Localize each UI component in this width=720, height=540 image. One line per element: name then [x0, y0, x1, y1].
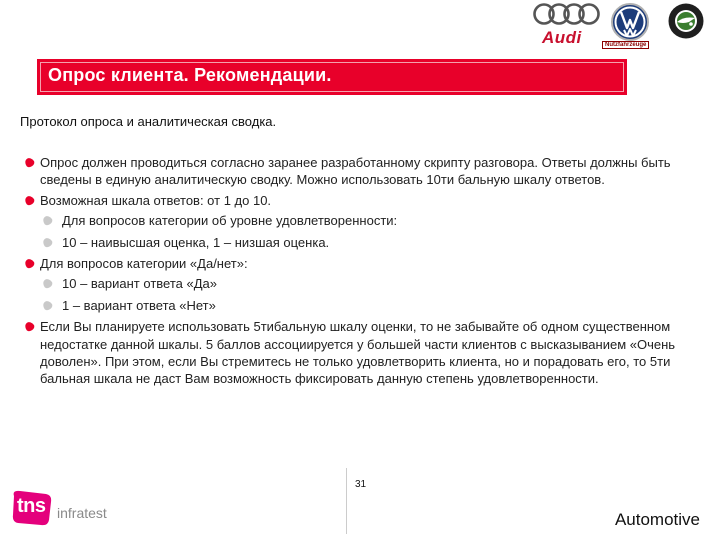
infratest-wordmark: infratest — [57, 505, 107, 521]
list-item-text: 10 – вариант ответа «Да» — [62, 276, 217, 292]
sub-list-item — [24, 297, 694, 314]
sub-list-item — [24, 275, 694, 292]
grey-bullet-icon — [41, 214, 54, 227]
audi-logo — [532, 2, 602, 48]
audi-rings-icon — [532, 2, 602, 28]
skoda-logo-icon — [667, 2, 705, 40]
red-bullet-icon — [23, 156, 36, 169]
list-item-text: 1 – вариант ответа «Нет» — [62, 297, 216, 313]
list-item-text: Если Вы планируете использовать 5тибальную шкалу оценки, то не забывайте об одном существенном недостатке данной шкалы. 5 баллов ассоциируется у большей части клиентов с высказыванием «Очень доволен». При этом, если Вы стремитесь не только удовлетворить клиента, но и порадовать его, то 5ти бальная шкала не даст Вам возможность фиксировать данную степень удовлетворенности. — [40, 319, 676, 387]
vw-logo-icon — [610, 2, 650, 42]
title-banner — [37, 59, 627, 95]
red-bullet-icon — [23, 320, 36, 333]
bullet-list — [24, 154, 694, 391]
page-title: Опрос клиента. Рекомендации. — [48, 65, 332, 85]
grey-bullet-icon — [41, 236, 54, 249]
tns-wordmark: tns — [17, 495, 46, 517]
list-item-text: Возможная шкала ответов: от 1 до 10. — [40, 192, 272, 208]
list-item-text: Для вопросов категории «Да/нет»: — [40, 256, 248, 272]
footer-divider — [346, 468, 347, 534]
red-bullet-icon — [23, 257, 36, 270]
grey-bullet-icon — [41, 299, 54, 312]
page-subtitle: Протокол опроса и аналитическая сводка. — [20, 114, 277, 129]
brand-logos — [520, 0, 720, 56]
sub-list-item — [24, 234, 694, 251]
list-item — [24, 255, 694, 272]
list-item — [24, 154, 694, 189]
audi-wordmark: Audi — [542, 28, 582, 47]
page-number: 31 — [355, 479, 367, 490]
list-item — [24, 192, 694, 209]
automotive-brand: Automotive — [614, 510, 700, 529]
grey-bullet-icon — [41, 278, 54, 291]
list-item-text: 10 – наивысшая оценка, 1 – низшая оценка. — [62, 234, 330, 250]
list-item — [24, 318, 694, 388]
list-item-text: Опрос должен проводиться согласно заранее разработанному скрипту разговора. Ответы должны быть сведены в единую аналитическую сводку. Можно использовать 10ти бальную шкалу ответов. — [40, 155, 671, 188]
vw-nutzfahrzeuge-label: Nutzfahrzeuge — [602, 41, 649, 49]
list-item-text: Для вопросов категории об уровне удовлетворенности: — [62, 213, 398, 229]
sub-list-item — [24, 212, 694, 229]
red-bullet-icon — [23, 194, 36, 207]
